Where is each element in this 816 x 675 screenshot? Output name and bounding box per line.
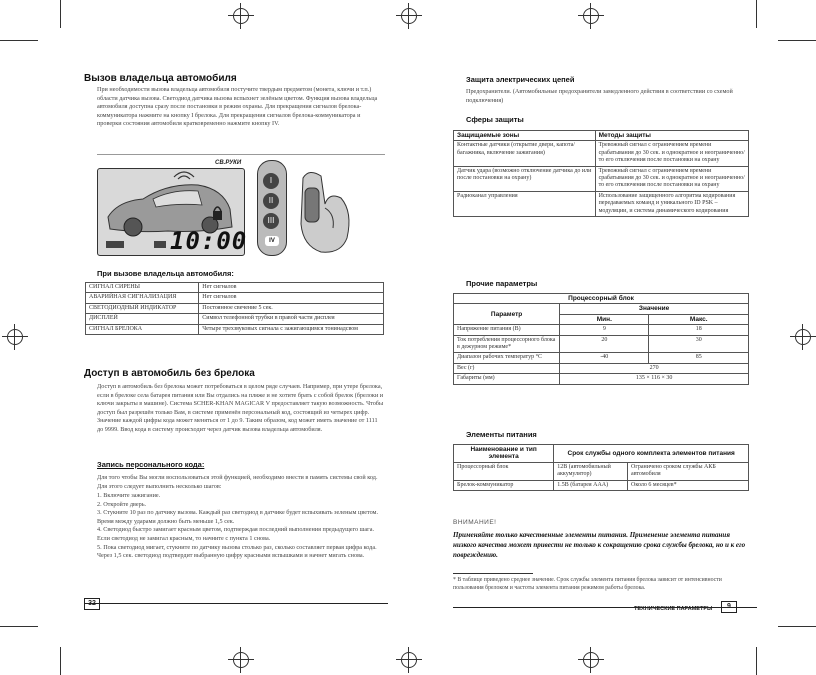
registration-mark-left [7, 329, 23, 345]
table-cell-param: Диапазон рабочих температур °C [454, 353, 560, 363]
table-row [454, 166, 749, 191]
table-cell-lifetime: Ограничено сроком службы АКБ автомобиля [628, 462, 749, 480]
registration-mark-top-center-right [583, 8, 599, 24]
registration-mark-right [795, 329, 811, 345]
zones-title: Сферы защиты [466, 115, 524, 124]
table-cell-signal: СИГНАЛ БРЕЛОКА [86, 324, 199, 334]
power-header-lifetime: Срок службы одного комплекта элементов питания [554, 445, 749, 463]
zones-header-method: Методы защиты [595, 131, 748, 141]
table-row [454, 462, 749, 480]
table-cell-signal: СИГНАЛ СИРЕНЫ [86, 283, 199, 293]
table-cell-behavior: Нет сигналов [199, 283, 384, 293]
table-row [454, 363, 749, 373]
table-row [454, 191, 749, 216]
footnote: * В таблице приведено среднее значение. Срок службы элемента питания брелока зависит от интенсивности пользования брелоком и частоты элемента питания режимом работы брелока. [453, 577, 722, 591]
table-cell-behavior: Нет сигналов [199, 293, 384, 303]
crop-line [778, 626, 816, 627]
list-item: 1. Включите зажигание. [97, 492, 161, 499]
table-cell-max: 85 [649, 353, 749, 363]
list-item: 5. Пока светодиод мигает, стукните по датчику вызова столько раз, сколько составляет первая цифра кода. Через 1,5 сек. светодиод подтвердит выбранную цифру красными вспышками и начнет мигать снова. [97, 543, 377, 560]
table-row [86, 293, 384, 303]
section-text-keyless-access: Доступ в автомобиль без брелока может потребоваться в целом ряде случаев. Например, при утере брелока, если в брелоке села батарея питания или Вы отдались на пляже и не хотите брать с собой брелок (брелоки и ключи закрыты в машине). Система SCHER-KHAN MAGICAR V предоставляет такую возможность. Чтобы доступ был разрешён только Вам, в системе применён персональный код, состоящий из четырех цифр. Значение каждой цифры кода может меняться от 1 до 9. Таким образом, код может иметь значение от 1111 до 9999. Ввод кода в систему происходит через датчик вызова владельца автомобиля. [97, 383, 384, 433]
table-cell-max: 18 [649, 325, 749, 335]
lcd-time: 10:00 [170, 227, 248, 255]
footnote-divider [453, 573, 533, 574]
table-cell-behavior: Постоянное свечение 5 сек. [199, 303, 384, 313]
params-header-min: Мин. [560, 314, 649, 324]
registration-mark-bottom-center-left [233, 652, 249, 668]
footer-line-left [84, 603, 388, 604]
figure-label: СВ.РУКИ [215, 160, 242, 166]
table-row [454, 325, 749, 335]
crop-line [0, 626, 38, 627]
registration-mark-top-left [401, 8, 417, 24]
protection-zones-table [453, 130, 749, 217]
footer-label: ТЕХНИЧЕСКИЕ ПАРАМЕТРЫ [634, 606, 713, 612]
zones-header-zone: Защищаемые зоны [454, 131, 596, 141]
lcd-display [97, 168, 248, 256]
table-cell-max: 30 [649, 335, 749, 353]
table-cell-behavior: Четыре трехзвуковых сигнала с зажигающимся тонинадсвом [199, 324, 384, 334]
keyfob-button-1: I [263, 173, 279, 189]
power-table [453, 444, 749, 491]
table-cell-signal: АВАРИЙНАЯ СИГНАЛИЗАЦИЯ [86, 293, 199, 303]
table-row [454, 353, 749, 363]
table-row [86, 303, 384, 313]
table-cell-param: Ток потребления процессорного блока в дежурном режиме* [454, 335, 560, 353]
subsection-intro: Для того чтобы Вы могли воспользоваться этой функцией, необходимо внести в память системы свой код. Для этого следует выполнить несколько шагов: [97, 474, 378, 490]
attention-text: Применяйте только качественные элементы питания. Применение элемента питания низкого качества может привести не только к сокращению срока службы брелока, но и к его повреждению. [453, 531, 746, 559]
subsection-title-personal-code: Запись персонального кода: [97, 460, 205, 469]
params-title: Прочие параметры [466, 279, 538, 288]
params-table-title: Процессорный блок [454, 294, 749, 304]
section-title-circuit-protection: Защита электрических цепей [466, 75, 575, 84]
params-header-max: Макс. [649, 314, 749, 324]
power-header-element: Наименование и тип элемента [454, 445, 554, 463]
keyfob-figure [97, 158, 387, 258]
steps-list [97, 492, 385, 561]
table-cell-type: 12В (автомобильный аккумулятор) [554, 462, 628, 480]
registration-mark-top-center-left [233, 8, 249, 24]
table-cell-method: Тревожный сигнал с ограничением времени срабатывания до 30 сек. и однократное и неограниченно/то его отключения после постановки на охрану [595, 141, 748, 166]
page-number-left: 32 [84, 598, 100, 610]
list-item: 3. Стукните 10 раз по датчику вызова. Каждый раз светодиод в датчике будет вспыхивать зеленым цветом. Время между ударами должно быть меньше 1,5 сек. [97, 509, 379, 525]
table-cell-behavior: Символ телефонной трубки в правой части дисплея [199, 314, 384, 324]
list-item: 4. Светодиод быстро замигает красным цветом, подтверждая последний выполнения предыдущего шага. Если светодиод не замигал красным, то начните с пункта 1 снова. [97, 526, 375, 542]
table-cell-value: 135 × 116 × 30 [560, 374, 749, 384]
table-row [454, 335, 749, 353]
section-title-keyless-access: Доступ в автомобиль без брелока [84, 368, 255, 379]
section-title-owner-call: Вызов владельца автомобиля [84, 73, 237, 84]
section-text-circuit-protection: Предохранители. (Автомобильные предохранители замедленного действия в соответствии со схемой подключения) [466, 88, 733, 104]
table-cell-min: 9 [560, 325, 649, 335]
table-row [454, 141, 749, 166]
table-cell-param: Вес (г) [454, 363, 560, 373]
table-cell-value: 270 [560, 363, 749, 373]
table-row [86, 283, 384, 293]
table-cell-zone: Контактные датчики (открытие двери, капота/багажника, включение зажигания) [454, 141, 596, 166]
table-cell-zone: Датчик удара (возможно отключение датчика до или после постановки на охрану) [454, 166, 596, 191]
params-header-value: Значение [560, 304, 749, 314]
crop-line [60, 0, 61, 28]
owner-call-table [85, 282, 384, 335]
table-cell-method: Использование защищенного алгоритма кодирования передаваемых команд и уникального ID PSK – модуляции, и система динамического кодирования [595, 191, 748, 216]
crop-line [0, 40, 38, 41]
registration-mark-bottom-center-right [583, 652, 599, 668]
list-item: 2. Откройте дверь. [97, 500, 147, 508]
crop-line [756, 0, 757, 28]
table-row [454, 480, 749, 490]
table-cell-param: Напряжение питания (В) [454, 325, 560, 335]
table-cell-method: Тревожный сигнал с ограничением времени срабатывания до 30 сек. и однократное и неограниченно/то его отключения после постановки на охрану [595, 166, 748, 191]
table-cell-signal: СВЕТОДИОДНЫЙ ИНДИКАТОР [86, 303, 199, 313]
page-number-right: 9 [721, 601, 737, 613]
table-row [86, 324, 384, 334]
crop-line [756, 647, 757, 675]
section-text-owner-call: При необходимости вызова владельца автомобиля постучите твердым предметом (монета, ключи и т.п.) области датчика вызова. Светодиод датчика вызова вспыхнет зелёным цветом. Функция вызова владельца автомобиля доступна сразу после постановки в режим охраны. Для прекращения сигналов брелока-коммуникатора нажмите на кнопку I брелока. Для прекращения сигналов брелока-коммуникатора и проверки состояния автомобиля кратковременно нажмите кнопку IV. [97, 86, 378, 128]
power-title: Элементы питания [466, 430, 537, 439]
table1-title: При вызове владельца автомобиля: [97, 269, 234, 278]
table-row [454, 374, 749, 384]
attention-label: ВНИМАНИЕ! [453, 519, 497, 526]
table-cell-zone: Радиоканал управления [454, 191, 596, 216]
params-header-param: Параметр [454, 304, 560, 325]
crop-line [778, 40, 816, 41]
params-table [453, 293, 749, 385]
table-cell-min: 20 [560, 335, 649, 353]
table-cell-param: Габариты (мм) [454, 374, 560, 384]
table-cell-signal: ДИСПЛЕЙ [86, 314, 199, 324]
registration-mark-bottom [401, 652, 417, 668]
keyfob-button-2: II [263, 193, 279, 209]
table-row [86, 314, 384, 324]
table-cell-min: -40 [560, 353, 649, 363]
table-cell-element: Брелок-коммуникатор [454, 480, 554, 490]
keyfob-button-4: IV [265, 236, 279, 246]
hand-icon [295, 168, 365, 256]
keyfob-button-3: III [263, 213, 279, 229]
divider [97, 154, 385, 155]
crop-line [60, 647, 61, 675]
table-cell-lifetime: Около 6 месяцев* [628, 480, 749, 490]
table-cell-element: Процессорный блок [454, 462, 554, 480]
table-cell-type: 1.5В (батарея AAA) [554, 480, 628, 490]
